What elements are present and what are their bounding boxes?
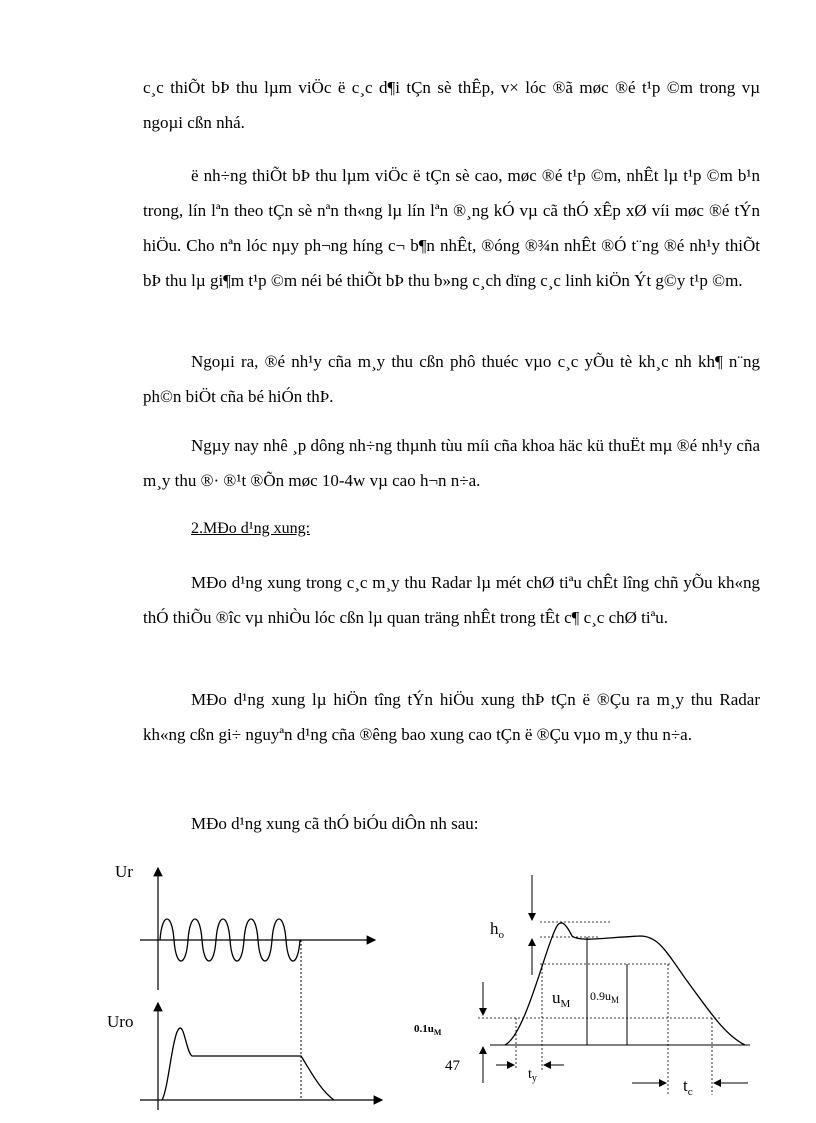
section-heading: 2.MÐo d¹ng xung: <box>191 520 311 537</box>
number-47-label: 47 <box>445 1058 460 1074</box>
paragraph-intro: c¸c thiÕt bÞ thu lµm viÖc ë c¸c d¶i tÇn sè thÊp, v× lóc ®ã møc ®é t¹p ©m trong vµ ngoµi cßn nhá. <box>143 78 760 132</box>
uro-plot <box>107 1003 382 1110</box>
paragraph-modern-sensitivity: Ngµy nay nhê ¸p dông nh÷ng thµnh tùu míi cña khoa häc kü thuËt mµ ®é nh¹y cña m¸y thu ®· ®¹t ®Õn møc 10-4w vµ cao h¬n n÷a. <box>143 436 760 490</box>
ur-label: Ur <box>115 862 133 881</box>
ty-label: $t_y$ <box>528 1067 537 1084</box>
tc-label: $t_c$ <box>683 1076 693 1098</box>
um-label: $u_M$ <box>552 988 571 1010</box>
paragraph-pulse-distortion-intro: MÐo d¹ng xung trong c¸c m¸y thu Radar lµ mét chØ tiªu chÊt lîng chñ yÕu kh«ng thÓ thiÕu ®îc vµ nhiÒu lóc cßn lµ quan träng nhÊt trong tÊt c¶ c¸c chØ tiªu. <box>143 573 760 627</box>
pulse-distortion-figure <box>0 850 816 1123</box>
paragraph-high-frequency: ë nh÷ng thiÕt bÞ thu lµm viÖc ë tÇn sè cao, møc ®é t¹p ©m, nhÊt lµ t¹p ©m b¹n trong, lín lªn theo tÇn sè nªn th«ng lµ lín lªn ®¸ng kÓ vµ cã thÓ xÊp xØ víi møc ®é tÝn hiÖu. Cho nªn lóc nµy ph¬ng híng c¬ b¶n nhÊt, ®óng ®¾n nhÊt ®Ó t¨ng ®é nh¹y thiÕt bÞ thu lµ gi¶m t¹p ©m néi bé thiÕt bÞ thu b»ng c¸ch dïng c¸c linh kiÖn Ýt g©y t¹p ©m. <box>143 166 760 290</box>
paragraph-figure-intro: MÐo d¹ng xung cã thÓ biÓu diÔn nh sau: <box>191 814 479 833</box>
uro-waveform <box>162 1028 334 1100</box>
paragraph-other-factors: Ngoµi ra, ®é nh¹y cña m¸y thu cßn phô thuéc vµo c¸c yÕu tè kh¸c nh kh¶ n¨ng ph©n biÖt cña bé hiÓn thÞ. <box>143 352 760 406</box>
paragraph-pulse-distortion-definition: MÐo d¹ng xung lµ hiÖn tîng tÝn hiÖu xung thÞ tÇn ë ®Çu ra m¸y thu Radar kh«ng cßn gi÷ nguyªn d¹ng cña ®êng bao xung cao tÇn ë ®Çu vµo m¸y thu n÷a. <box>143 690 760 744</box>
ur-plot <box>115 862 375 990</box>
h0-label: $h_o$ <box>490 919 504 941</box>
pulse-envelope <box>505 923 745 1045</box>
u01-label: $0.1u_M$ <box>414 1023 442 1037</box>
u09-label: $0.9u_M$ <box>590 989 620 1005</box>
uro-label: Uro <box>107 1012 134 1031</box>
pulse-parameter-diagram <box>414 875 750 1098</box>
